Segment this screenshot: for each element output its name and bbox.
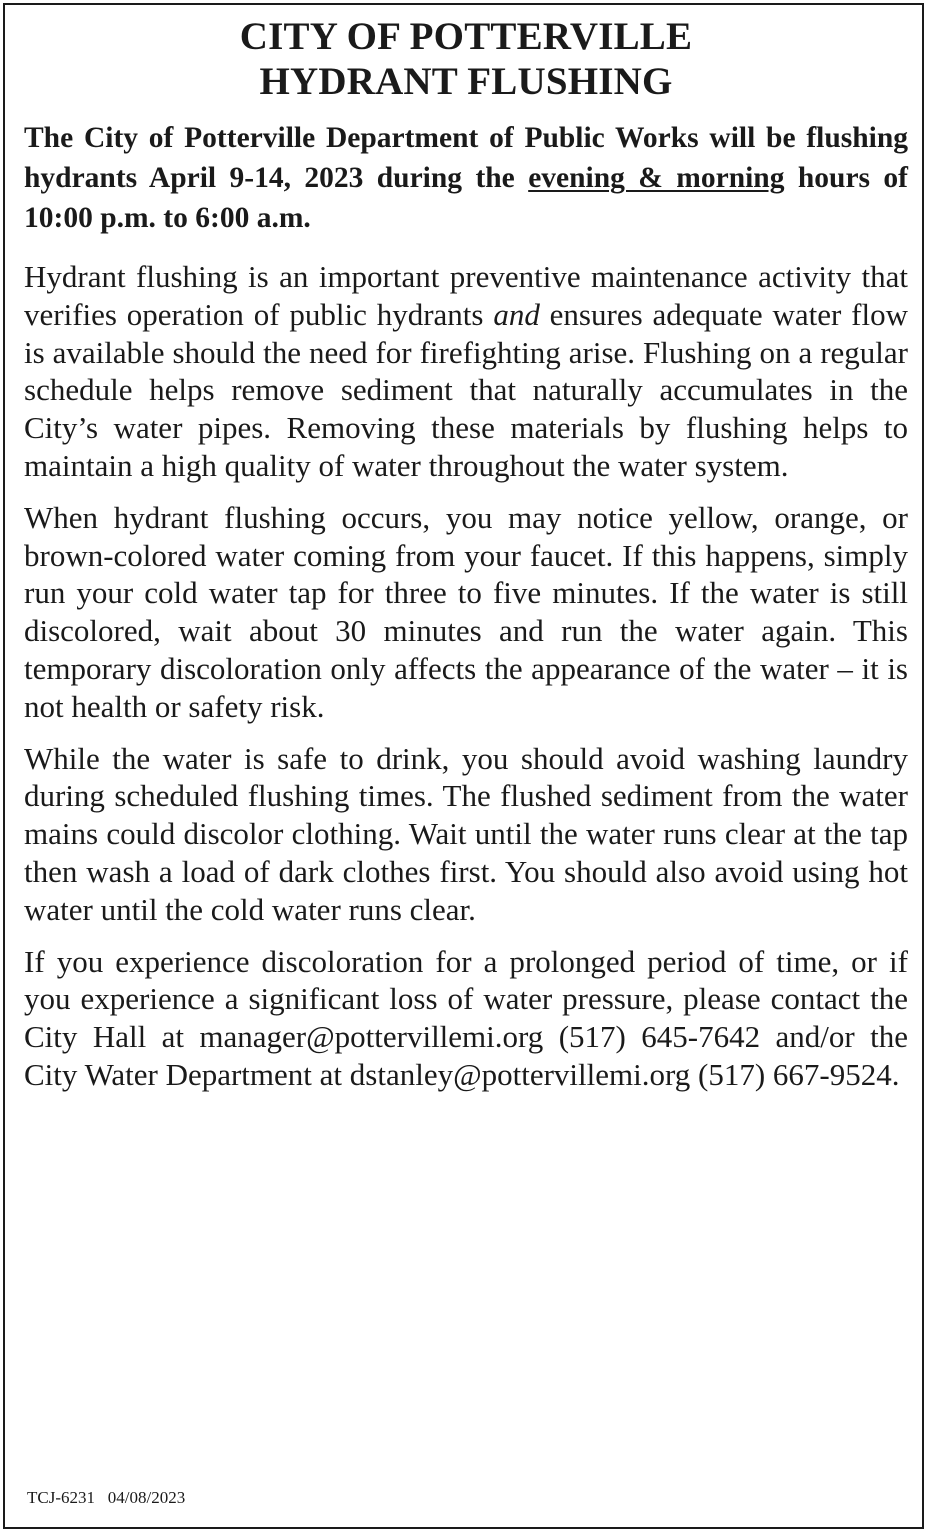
public-notice [24,14,908,1094]
lead-underlined-hours: evening & morning [528,162,785,194]
purpose-italic-word: and [493,296,540,332]
purpose-text-end: ensures adequate water flow is available should the need for firefighting arise. Flushing on a regular schedule helps remove sediment that naturally accumulates in the City’s water pipes. Removing these materials by flushing helps to maintain a high quality of water throughout the water system. [24,296,908,483]
title-line-1: CITY OF POTTERVILLE [239,15,693,58]
lead-text-start: The City of Potterville Department of Public Works will be flushing hydrants April 9-14, 2023 during the [24,122,908,194]
title-line-2: HYDRANT FLUSHING [259,60,673,103]
lead-text-end: hours of 10:00 p.m. to 6:00 a.m. [24,162,909,234]
lead-paragraph [24,118,908,238]
footer-date: 04/08/2023 [107,1488,186,1507]
paragraph-discoloration: When hydrant flushing occurs, you may notice yellow, orange, or brown-colored water coming from your faucet. If this happens, simply run your cold water tap for three to five minutes. If the water is still discolored, wait about 30 minutes and run the water again. This temporary discoloration only affects the appearance of the water – it is not health or safety risk. [24,499,908,724]
paragraph-laundry: While the water is safe to drink, you should avoid washing laundry during scheduled flushing times. The flushed sediment from the water mains could discolor clothing. Wait until the water runs clear at the tap then wash a load of dark clothes first. You should also avoid using hot water until the cold water runs clear. [24,740,908,927]
notice-title [24,14,908,104]
notice-footer [27,1488,185,1508]
paragraph-purpose [24,258,908,485]
footer-reference: TCJ-6231 [27,1488,95,1507]
paragraph-contact: If you experience discoloration for a prolonged period of time, or if you experience a significant loss of water pressure, please contact the City Hall at manager@pottervillemi.org (517) 645-7642 and/or the City Water Department at dstanley@pottervillemi.org (517) 667-9524. [24,943,908,1092]
purpose-text-start: Hydrant flushing is an important preventive maintenance activity that verifies operation of public hydrants [24,259,908,332]
